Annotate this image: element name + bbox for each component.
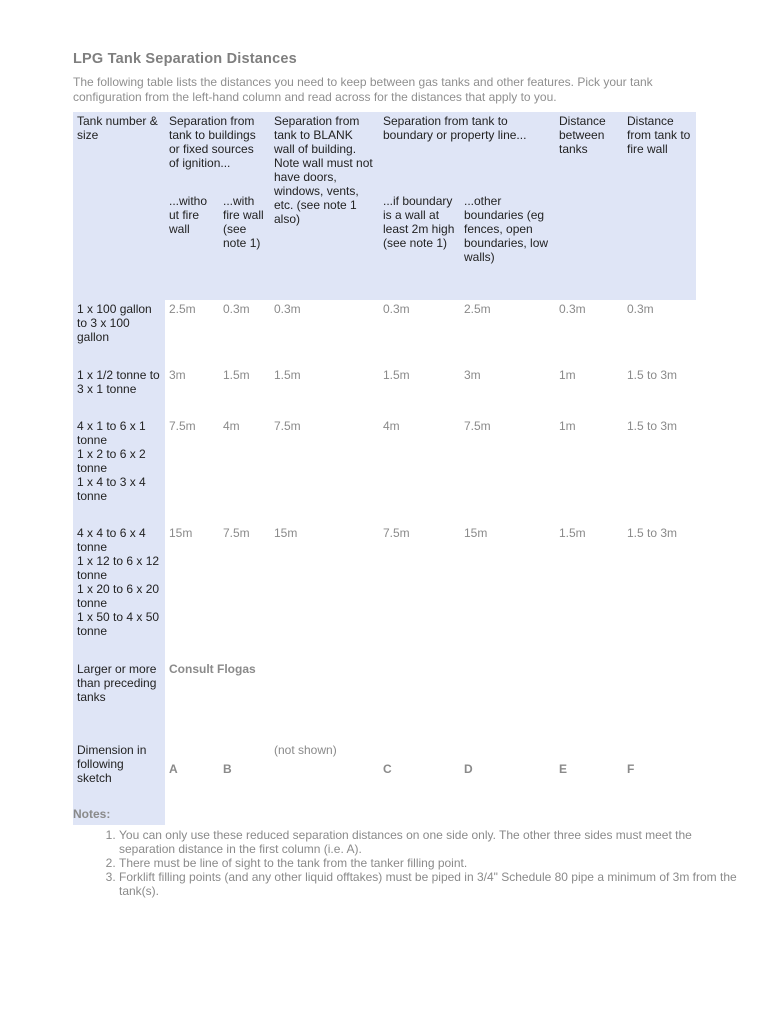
page-title: LPG Tank Separation Distances (73, 51, 297, 67)
table-header-row (73, 112, 696, 300)
cell-value: 15m (169, 526, 193, 540)
dimension-letter: D (464, 762, 473, 776)
cell-value: 4m (383, 419, 400, 433)
header-blank-wall: Separation from tank to BLANK wall of building. Note wall must not have doors, windows, vents, etc. (see note 1 also) (270, 112, 379, 300)
cell-value: 1.5m (274, 368, 301, 382)
cell-value: 0.3m (383, 302, 410, 316)
header-boundary-wall: ...if boundary is a wall at least 2m high (see note 1) (383, 194, 455, 250)
cell-value: 1.5m (383, 368, 410, 382)
header-fire-wall-distance: Distance from tank to fire wall (623, 112, 696, 300)
row-tank-size: Larger or more than preceding tanks (73, 660, 165, 741)
cell-value: 0.3m (223, 302, 250, 316)
cell-value: 1.5 to 3m (627, 368, 678, 382)
cell-value: 4m (223, 419, 240, 433)
table-row (73, 524, 696, 660)
cell-value: 7.5m (383, 526, 410, 540)
cell-value: 1.5 to 3m (627, 419, 678, 433)
table-row (73, 417, 696, 524)
header-without-fire-wall: ...witho ut fire wall (169, 194, 208, 236)
note-item: 2. There must be line of sight to the tank from the tanker filling point. (119, 856, 739, 870)
cell-value: 15m (464, 526, 488, 540)
cell-value: 1m (559, 368, 576, 382)
header-between-tanks: Distance between tanks (555, 112, 623, 300)
dimension-letter: F (627, 762, 635, 776)
cell-value: 0.3m (559, 302, 586, 316)
table-row (73, 300, 696, 366)
cell-value: 0.3m (627, 302, 654, 316)
cell-value: 3m (464, 368, 481, 382)
header-boundary: Separation from tank to boundary or property line... (383, 114, 527, 142)
cell-value: 7.5m (169, 419, 196, 433)
notes-list (73, 828, 739, 898)
header-tank-size: Tank number & size (73, 112, 165, 300)
table-row (73, 741, 696, 825)
intro-paragraph: The following table lists the distances you need to keep between gas tanks and other features. Pick your tank configuration from the left-hand column and read across for the distances that apply to you. (73, 75, 653, 104)
cell-value: 1.5m (223, 368, 250, 382)
row-tank-size: Dimension in following sketch (73, 741, 165, 825)
dimension-letter: C (383, 762, 392, 776)
row-tank-size: 4 x 4 to 6 x 4 tonne 1 x 12 to 6 x 12 tonne 1 x 20 to 6 x 20 tonne 1 x 50 to 4 x 50 tonne (73, 524, 165, 660)
note-item: 3. Forklift filling points (and any other liquid offtakes) must be piped in 3/4" Schedule 80 pipe a minimum of 3m from the tank(s). (119, 870, 739, 898)
header-boundary-other: ...other boundaries (eg fences, open boundaries, low walls) (464, 194, 549, 264)
cell-value: 7.5m (464, 419, 491, 433)
cell-value: 1m (559, 419, 576, 433)
table-row (73, 366, 696, 417)
row-tank-size: 1 x 100 gallon to 3 x 100 gallon (73, 300, 165, 366)
cell-value: 7.5m (274, 419, 301, 433)
dimension-not-shown: (not shown) (274, 743, 337, 757)
table-row (73, 660, 696, 741)
note-item: 1. You can only use these reduced separation distances on one side only. The other three sides must meet the separation distance in the first column (i.e. A). (119, 828, 739, 856)
notes-heading: Notes: (73, 807, 111, 821)
dimension-letter: A (169, 762, 178, 776)
header-buildings: Separation from tank to buildings or fixed sources of ignition... (169, 114, 256, 170)
header-boundary-group (379, 112, 555, 300)
cell-value: 0.3m (274, 302, 301, 316)
cell-value: 3m (169, 368, 186, 382)
cell-value: 7.5m (223, 526, 250, 540)
cell-value: 1.5 to 3m (627, 526, 678, 540)
dimension-letter: E (559, 762, 568, 776)
dimension-letter: B (223, 762, 232, 776)
header-buildings-group (165, 112, 270, 300)
cell-value: 2.5m (464, 302, 491, 316)
consult-flogas-text: Consult Flogas (169, 662, 256, 676)
cell-value: 15m (274, 526, 298, 540)
cell-value: 2.5m (169, 302, 196, 316)
row-tank-size: 1 x 1/2 tonne to 3 x 1 tonne (73, 366, 165, 417)
cell-value: 1.5m (559, 526, 586, 540)
row-tank-size: 4 x 1 to 6 x 1 tonne 1 x 2 to 6 x 2 tonne 1 x 4 to 3 x 4 tonne (73, 417, 165, 524)
separation-distance-table (73, 112, 696, 825)
header-with-fire-wall: ...with fire wall (see note 1) (223, 194, 264, 250)
